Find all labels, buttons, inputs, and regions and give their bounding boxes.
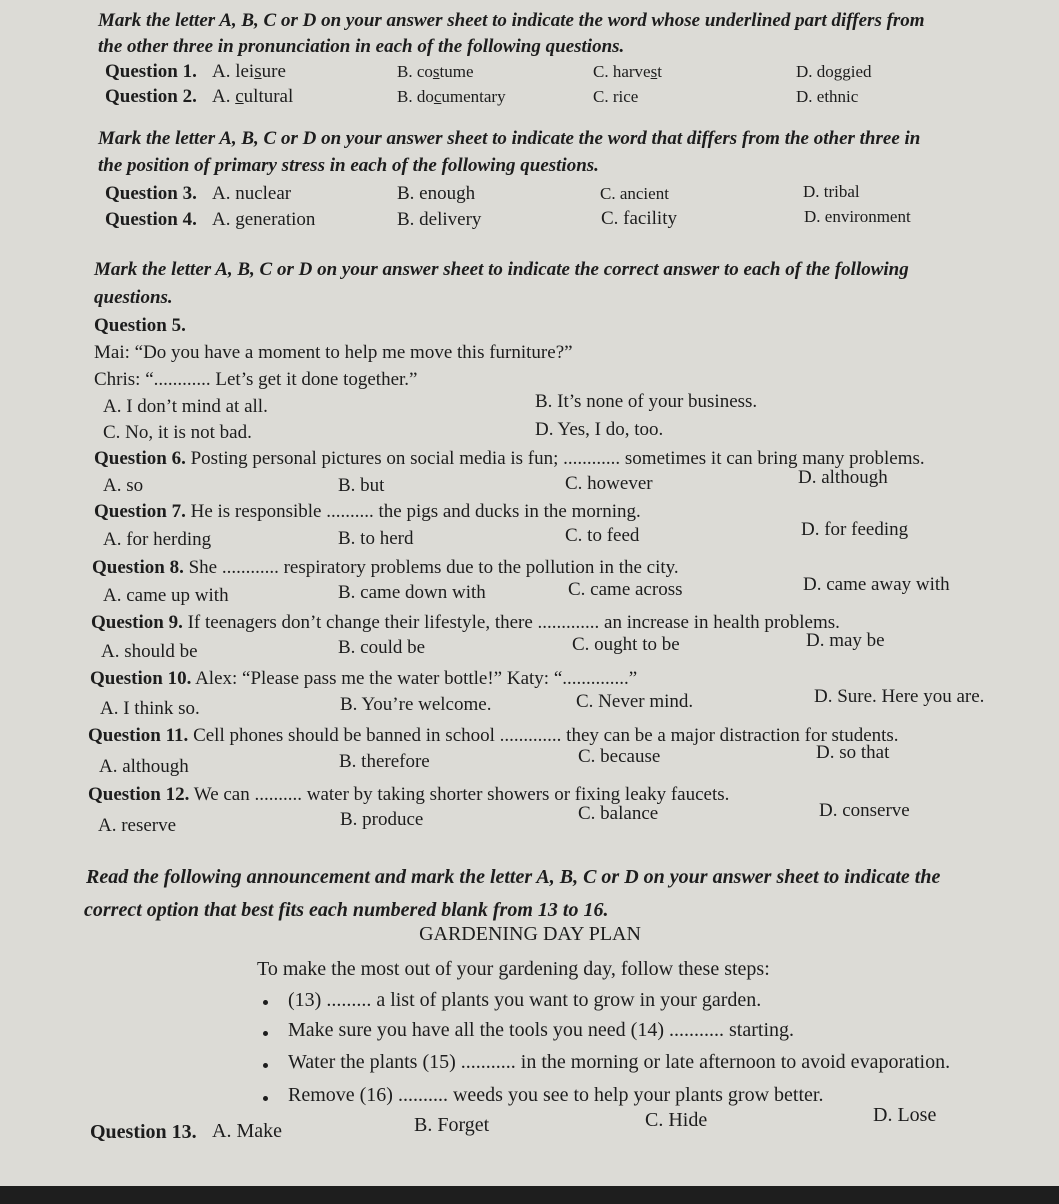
announcement-step-15: Water the plants (15) ........... in the morning or late afternoon to avoid evaporation. xyxy=(288,1051,951,1073)
q7-option-b: B. to herd xyxy=(338,528,414,549)
q12-option-a: A. reserve xyxy=(98,815,177,836)
q6-option-c: C. however xyxy=(565,473,653,494)
q13-option-c: C. Hide xyxy=(645,1109,708,1131)
q7-option-c: C. to feed xyxy=(565,525,640,546)
bullet-dot xyxy=(263,1000,268,1005)
q13-option-a: A. Make xyxy=(212,1120,282,1142)
question-4-label: Question 4. xyxy=(105,209,197,230)
question-7 xyxy=(94,500,641,524)
q5-dialogue-line1: Mai: “Do you have a moment to help me move this furniture?” xyxy=(94,342,573,363)
instruction-pronunciation-line1: Mark the letter A, B, C or D on your answer sheet to indicate the word whose underlined part differs from xyxy=(98,10,925,31)
instruction-stress-line2: the position of primary stress in each of the following questions. xyxy=(98,155,599,176)
instruction-correct-answer-line2: questions. xyxy=(94,287,173,308)
q10-option-d: D. Sure. Here you are. xyxy=(814,686,985,707)
question-9-label: Question 9. xyxy=(91,612,183,633)
question-5-label: Question 5. xyxy=(94,315,186,336)
q10-option-b: B. You’re welcome. xyxy=(340,694,492,715)
question-6-stem: Posting personal pictures on social media is fun; ............ sometimes it can bring many problems. xyxy=(190,448,925,469)
q4-option-a: A. generation xyxy=(212,209,316,230)
question-8 xyxy=(92,556,679,580)
announcement-step-16: Remove (16) .......... weeds you see to help your plants grow better. xyxy=(288,1084,824,1106)
q11-option-b: B. therefore xyxy=(339,751,430,772)
question-8-label: Question 8. xyxy=(92,557,184,578)
q8-option-d: D. came away with xyxy=(803,574,950,595)
q3-option-c: C. ancient xyxy=(600,184,669,203)
question-13-label: Question 13. xyxy=(90,1121,197,1143)
question-8-stem: She ............ respiratory problems due to the pollution in the city. xyxy=(188,557,679,578)
question-11-label: Question 11. xyxy=(88,725,189,746)
q10-option-c: C. Never mind. xyxy=(576,691,694,712)
question-2-label: Question 2. xyxy=(105,86,197,107)
q2-option-d: D. ethnic xyxy=(796,87,859,106)
q13-option-d: D. Lose xyxy=(873,1104,937,1126)
q5-option-b: B. It’s none of your business. xyxy=(535,391,758,412)
question-11 xyxy=(88,724,899,748)
question-12-label: Question 12. xyxy=(88,784,190,805)
question-10-label: Question 10. xyxy=(90,668,192,689)
q9-option-d: D. may be xyxy=(806,630,885,651)
q1-option-a: A. leisure xyxy=(212,61,286,82)
q5-option-a: A. I don’t mind at all. xyxy=(103,396,268,417)
bottom-shadow-edge xyxy=(0,1186,1059,1204)
q8-option-a: A. came up with xyxy=(103,585,229,606)
instruction-reading-line2: correct option that best fits each numbered blank from 13 to 16. xyxy=(84,899,609,921)
q3-option-a: A. nuclear xyxy=(212,183,292,204)
q5-dialogue-line2: Chris: “............ Let’s get it done together.” xyxy=(94,369,418,390)
question-9-stem: If teenagers don’t change their lifestyle, there ............. an increase in health problems. xyxy=(187,612,840,633)
announcement-title: GARDENING DAY PLAN xyxy=(419,923,641,945)
q2-option-b: B. documentary xyxy=(397,87,506,106)
q4-option-c: C. facility xyxy=(601,208,677,229)
bullet-dot xyxy=(263,1063,268,1068)
q11-option-a: A. although xyxy=(99,756,189,777)
q6-option-b: B. but xyxy=(338,475,385,496)
q9-option-b: B. could be xyxy=(338,637,426,658)
q4-option-b: B. delivery xyxy=(397,209,482,230)
q4-option-d: D. environment xyxy=(804,207,911,226)
q12-option-b: B. produce xyxy=(340,809,424,830)
question-10 xyxy=(90,667,637,691)
bullet-dot xyxy=(263,1096,268,1101)
question-7-label: Question 7. xyxy=(94,501,186,522)
bullet-dot xyxy=(263,1031,268,1036)
q1-option-d: D. doggied xyxy=(796,62,872,81)
q11-option-c: C. because xyxy=(578,746,661,767)
question-10-stem: Alex: “Please pass me the water bottle!” Katy: “..............” xyxy=(195,668,638,689)
q12-option-d: D. conserve xyxy=(819,800,910,821)
q7-option-a: A. for herding xyxy=(103,529,212,550)
announcement-intro: To make the most out of your gardening day, follow these steps: xyxy=(257,958,770,980)
instruction-pronunciation-line2: the other three in pronunciation in each of the following questions. xyxy=(98,36,625,57)
q9-option-c: C. ought to be xyxy=(572,634,680,655)
question-6-label: Question 6. xyxy=(94,448,186,469)
q2-option-a: A. cultural xyxy=(212,86,294,107)
instruction-stress-line1: Mark the letter A, B, C or D on your answer sheet to indicate the word that differs from the other three in xyxy=(98,128,921,149)
q5-option-c: C. No, it is not bad. xyxy=(103,422,252,443)
q1-option-b: B. costume xyxy=(397,62,474,81)
q8-option-b: B. came down with xyxy=(338,582,486,603)
question-12-stem: We can .......... water by taking shorter showers or fixing leaky faucets. xyxy=(193,784,730,805)
q11-option-d: D. so that xyxy=(816,742,890,763)
question-1-label: Question 1. xyxy=(105,61,197,82)
q8-option-c: C. came across xyxy=(568,579,683,600)
announcement-step-13: (13) ......... a list of plants you want to grow in your garden. xyxy=(288,989,762,1011)
question-3-label: Question 3. xyxy=(105,183,197,204)
q3-option-d: D. tribal xyxy=(803,182,860,201)
q6-option-d: D. although xyxy=(798,467,888,488)
question-7-stem: He is responsible .......... the pigs and ducks in the morning. xyxy=(190,501,641,522)
question-11-stem: Cell phones should be banned in school ............. they can be a major distraction for students. xyxy=(193,725,899,746)
q5-option-d: D. Yes, I do, too. xyxy=(535,419,664,440)
question-9 xyxy=(91,611,840,635)
q13-option-b: B. Forget xyxy=(414,1114,490,1136)
q3-option-b: B. enough xyxy=(397,183,476,204)
instruction-correct-answer-line1: Mark the letter A, B, C or D on your answer sheet to indicate the correct answer to each of the following xyxy=(94,259,909,280)
instruction-reading-line1: Read the following announcement and mark the letter A, B, C or D on your answer sheet to indicate the xyxy=(86,866,941,888)
q2-option-c: C. rice xyxy=(593,87,639,106)
q12-option-c: C. balance xyxy=(578,803,659,824)
announcement-step-14: Make sure you have all the tools you need (14) ........... starting. xyxy=(288,1019,794,1041)
q9-option-a: A. should be xyxy=(101,641,198,662)
q10-option-a: A. I think so. xyxy=(100,698,200,719)
q6-option-a: A. so xyxy=(103,475,144,496)
q1-option-c: C. harvest xyxy=(593,62,662,81)
q7-option-d: D. for feeding xyxy=(801,519,909,540)
